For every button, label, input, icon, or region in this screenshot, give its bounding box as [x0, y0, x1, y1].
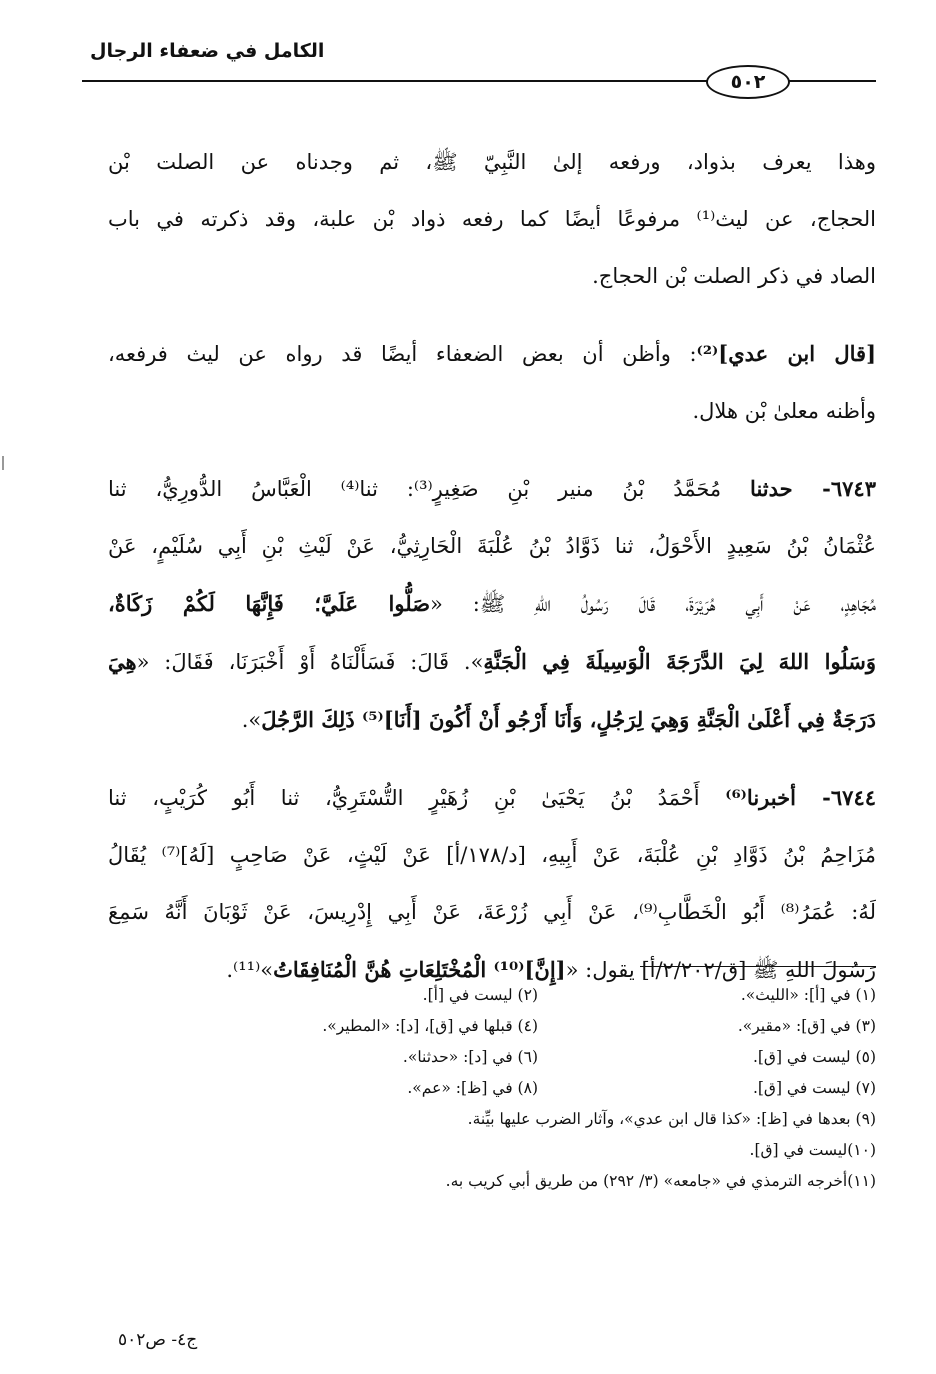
footnote-row	[200, 1073, 876, 1104]
text-segment: عُثْمَانُ بْنُ سَعِيدٍ الأَحْوَلُ، ثنا ذَوَّادُ بْنُ عُلْبَةَ الْحَارِثِيُّ، عَنْ لَيْثِ بْنِ أَبِي سُلَيْمٍ، عَنْ	[108, 534, 876, 558]
footnote-row	[200, 1011, 876, 1042]
text-segment: ».	[241, 708, 262, 732]
footnote: (٢) ليست في [أ].	[422, 986, 538, 1004]
text-segment: مُزَاحِمُ بْنُ ذَوَّادِ بْنِ عُلْبَةَ، عَنْ أَبِيهِ، [د/١٧٨/أ] عَنْ لَيْثٍ، عَنْ صَاحِبٍ [لَهُ]⁽⁷⁾ يُقَالُ	[108, 843, 876, 867]
bold-text: [قال ابن عدي]⁽²⁾	[696, 341, 876, 366]
footnote-row	[200, 980, 876, 1011]
text-line	[108, 769, 876, 827]
paragraph	[108, 325, 876, 440]
paragraph	[108, 134, 876, 305]
text-segment: رَسُولَ اللهِ ﷺ [ق/٢/٢٠٢/أ] يقول: «	[565, 958, 876, 982]
bold-text: [إِنَّ]⁽¹⁰⁾ الْمُخْتَلِعَاتِ هُنَّ الْمُنَافِقَاتُ	[273, 957, 566, 982]
paragraph	[108, 460, 876, 749]
footnotes	[200, 980, 876, 1197]
footnote: (١٠)ليست في [ق].	[749, 1141, 876, 1159]
text-segment: لَهُ: عُمَرُ⁽⁸⁾ أَبُو الْخَطَّابِ⁽⁹⁾، عَنْ أَبِي زُرْعَةَ، عَنْ أَبِي إِدْرِيسَ، عَنْ ثَوْبَانَ أَنَّهُ سَمِعَ	[108, 900, 876, 924]
footnote: (٣) في [ق]: «مقير».	[737, 1017, 876, 1035]
text-line	[108, 827, 876, 884]
text-line	[108, 325, 876, 383]
footnote-row	[200, 1042, 876, 1073]
footnote: (٩) بعدها في [ظ]: «كذا قال ابن عدي»، وآثار الضرب عليها بيِّنة.	[467, 1110, 876, 1128]
text-line	[108, 633, 876, 691]
footnote-separator	[640, 966, 876, 967]
main-text	[108, 134, 876, 1019]
footnote: (١) في [أ]: «الليث».	[740, 986, 876, 1004]
bold-text: صَلُّوا عَلَيَّ؛ فَإِنَّهَا لَكُمْ زَكَاةٌ،	[108, 591, 431, 616]
bold-text: دَرَجَةٌ فِي أَعْلَىٰ الْجَنَّةِ وَهِيَ لِرَجُلٍ، وَأَنَا أَرْجُو أَنْ أَكُونَ [أَنَا]⁽⁵⁾ ذَلِكَ الرَّجُلَ	[261, 707, 876, 732]
text-line	[108, 248, 876, 305]
text-line	[108, 518, 876, 575]
text-segment: : وأظن أن بعض الضعفاء أيضًا قد رواه عن ليث فرفعه،	[108, 342, 697, 366]
text-line	[108, 383, 876, 440]
footnote: (١١)أخرجه الترمذي في «جامعه» (٣/ ٢٩٢) من طريق أبي كريب به.	[445, 1172, 876, 1190]
text-line	[108, 460, 876, 518]
text-segment: الصاد في ذكر الصلت بْن الحجاج.	[592, 264, 876, 288]
text-line	[108, 191, 876, 248]
text-segment: الحجاج، عن ليث⁽¹⁾ مرفوعًا أيضًا كما رفعه ذواد بْن علبة، وقد ذكرته في باب	[108, 207, 876, 231]
paragraph	[108, 769, 876, 999]
text-segment: وأظنه معلىٰ بْن هلال.	[692, 399, 876, 423]
text-segment: »⁽¹¹⁾.	[226, 958, 274, 982]
footnote: (٨) في [ظ]: «عم».	[407, 1079, 538, 1097]
text-line	[108, 884, 876, 941]
bold-text: ٦٧٤٣- حدثنا	[750, 476, 876, 501]
text-line	[108, 575, 876, 633]
bold-text: وَسَلُوا اللهَ لِيَ الدَّرَجَةَ الْوَسِيلَةَ فِي الْجَنَّةِ	[483, 649, 876, 674]
page-number-badge: ٥٠٢	[706, 65, 790, 99]
text-line	[108, 134, 876, 191]
bold-text: ٦٧٤٤- أخبرنا⁽⁶⁾	[725, 785, 876, 810]
footer-volume-page: ج٤- ص٥٠٢	[118, 1330, 198, 1350]
margin-mark	[2, 456, 4, 470]
text-segment: مُجَاهِدٍ، عَنْ أَبِي هُرَيْرَةَ، قَالَ رَسُولُ اللهِ ﷺ: «	[430, 592, 876, 616]
text-line	[108, 691, 876, 749]
text-segment: وهذا يعرف بذواد، ورفعه إلىٰ النَّبِيّ ﷺ، ثم وجدناه عن الصلت بْن	[108, 150, 876, 174]
footnote: (٦) في [د]: «حدثنا».	[402, 1048, 538, 1066]
footnote: (٤) قبلها في [ق]، [د]: «المطير».	[322, 1017, 538, 1035]
footnote: (٥) ليست في [ق].	[752, 1048, 876, 1066]
footnote: (٧) ليست في [ق].	[752, 1079, 876, 1097]
text-segment: ». قَالَ: فَسَأَلْنَاهُ أَوْ أَخْبَرَنَا، فَقَالَ: «	[136, 650, 484, 674]
bold-text: هِيَ	[108, 649, 137, 674]
text-segment: مُحَمَّدُ بْنُ منير بْنِ صَغِيرٍ⁽³⁾: ثنا⁽⁴⁾ الْعَبَّاسُ الدُّورِيُّ، ثنا	[108, 477, 751, 501]
running-header-title: الكامل في ضعفاء الرجال	[90, 40, 325, 62]
text-segment: أَحْمَدُ بْنُ يَحْيَىٰ بْنِ زُهَيْرٍ التُّسْتَرِيُّ، ثنا أَبُو كُرَيْبٍ، ثنا	[108, 786, 726, 810]
